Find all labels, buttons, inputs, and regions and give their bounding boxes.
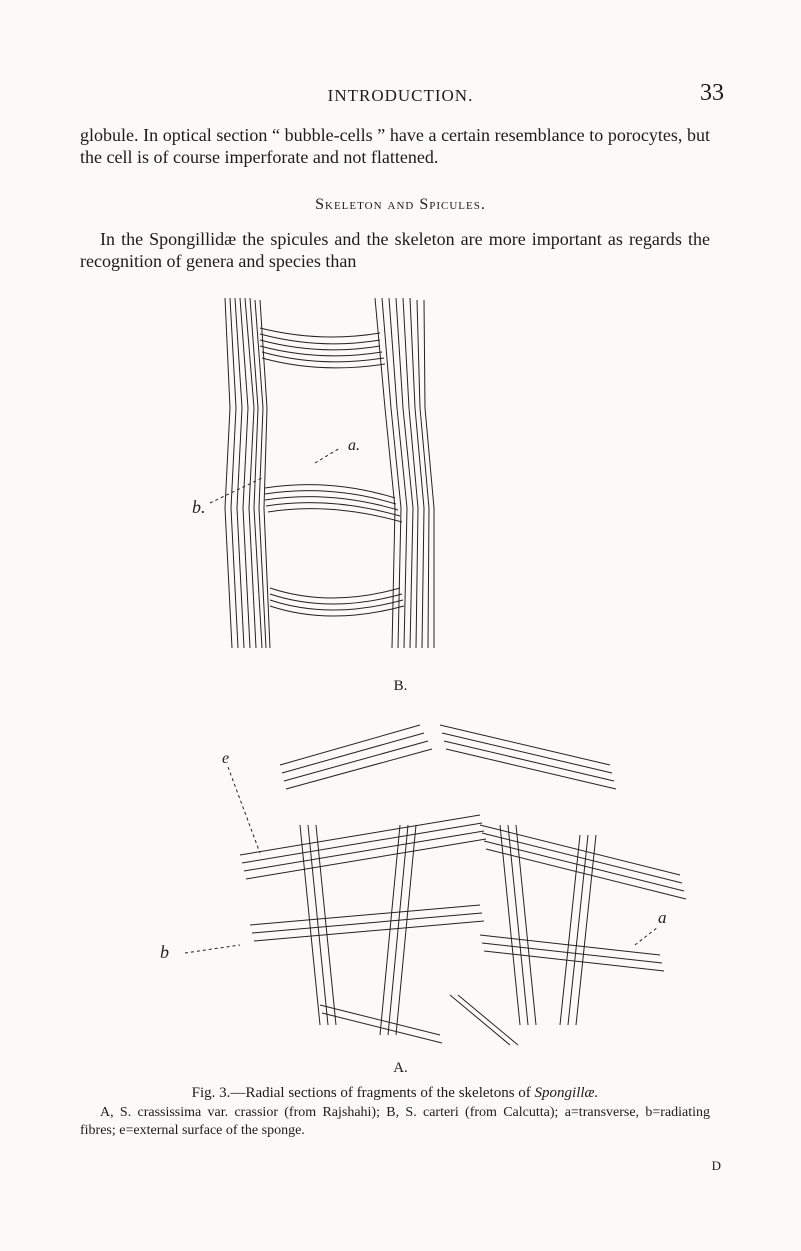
figure-b-label: B. (393, 678, 408, 694)
figure-b-annotation-a: a. (348, 437, 360, 454)
figure-b-annotation-b: b. (192, 497, 206, 517)
figure-a-label: A. (393, 1060, 408, 1076)
figure-a-annotation-b: b (160, 942, 169, 962)
figure-a-annotation-e: e (222, 750, 230, 767)
running-header (0, 80, 801, 114)
paragraph-1: globule. In optical section “ bubble-cells ” have a certain resemblance to porocytes, but the cell is of course imperforate and not flattened. (80, 125, 710, 167)
caption-prefix: Fig. 3. (191, 1085, 231, 1101)
figure-a-illustration (160, 705, 710, 1055)
header-title: INTRODUCTION. (327, 86, 474, 105)
figure-caption-title (80, 1084, 710, 1102)
page-number: 33 (700, 80, 724, 106)
caption-title-text: —Radial sections of fragments of the skeletons of (230, 1085, 531, 1101)
figure-b-illustration (170, 288, 470, 663)
paragraph-2: In the Spongillidæ the spicules and the skeleton are more important as regards the recognition of genera and species than (80, 229, 710, 271)
caption-species: Spongillæ. (534, 1085, 599, 1101)
section-heading: Skeleton and Spicules. (315, 196, 486, 213)
figure-a-annotation-a: a (658, 908, 667, 927)
signature-mark: D (711, 1158, 721, 1173)
figure-caption-body: A, S. crassissima var. crassior (from Rajshahi); B, S. carteri (from Calcutta); a=transverse, b=radiating fibres; e=external surface of the sponge. (80, 1105, 710, 1138)
